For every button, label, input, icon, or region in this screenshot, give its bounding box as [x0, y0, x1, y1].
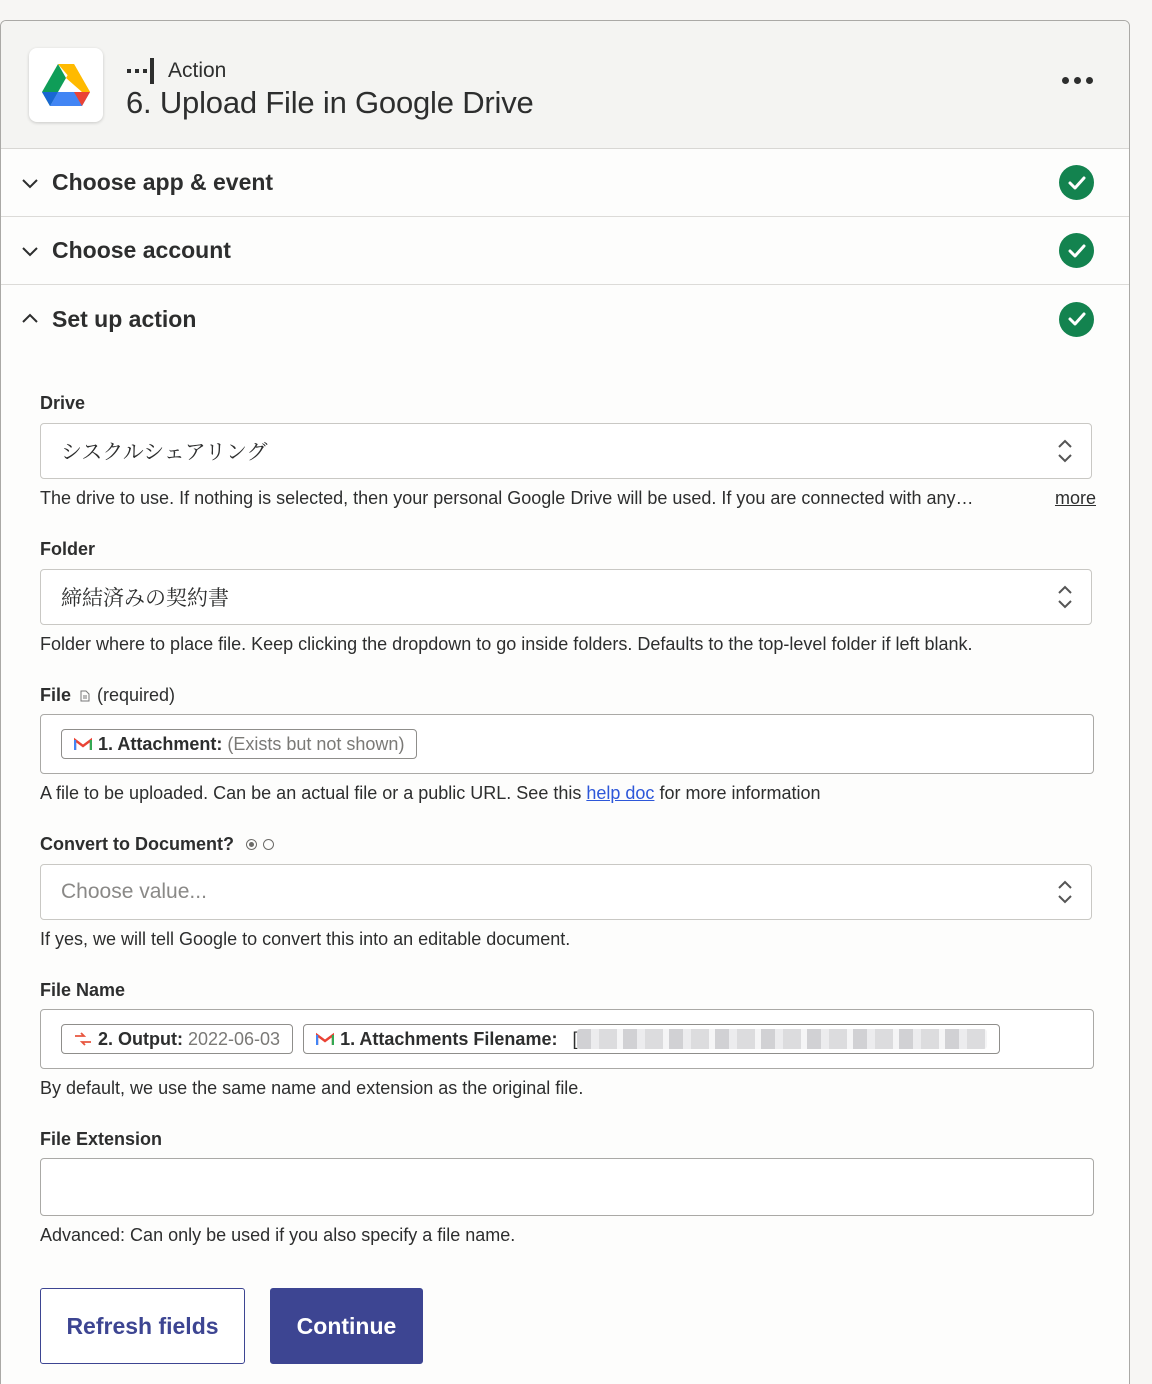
step-title: 6. Upload File in Google Drive — [126, 85, 534, 120]
file-label: File — [40, 685, 72, 705]
file-pill-label: 1. Attachment: — [98, 733, 223, 754]
section-set-up-action[interactable] — [1, 285, 1129, 353]
action-form — [1, 393, 1129, 1246]
section-choose-app-event[interactable] — [1, 149, 1129, 217]
file-icon — [79, 690, 91, 702]
convert-placeholder: Choose value... — [61, 880, 207, 903]
more-horizontal-icon[interactable] — [1062, 71, 1093, 90]
check-circle-icon — [1059, 165, 1094, 200]
gmail-icon — [74, 737, 92, 751]
drive-field — [40, 393, 1096, 509]
gmail-icon — [316, 1032, 334, 1046]
radio-empty-icon[interactable] — [263, 839, 274, 850]
convert-field — [40, 834, 1093, 950]
section-title: Set up action — [52, 305, 197, 332]
drive-help — [40, 488, 1096, 509]
check-circle-icon — [1059, 233, 1094, 268]
step-kind-label: Action — [168, 59, 227, 82]
attachments-pill-label: 1. Attachments Filename: — [340, 1028, 558, 1049]
file-input[interactable] — [40, 714, 1094, 774]
refresh-fields-button[interactable]: Refresh fields — [40, 1288, 245, 1364]
section-title: Choose account — [52, 237, 231, 263]
drive-value: シスクルシェアリング — [61, 441, 268, 464]
up-down-chevron-icon — [1057, 584, 1073, 610]
folder-value: 締結済みの契約書 — [61, 587, 229, 610]
help-doc-link[interactable]: help doc — [586, 783, 655, 803]
folder-label: Folder — [40, 539, 96, 559]
up-down-chevron-icon — [1057, 879, 1073, 905]
redacted-filename — [577, 1029, 987, 1049]
step-header — [1, 21, 1129, 149]
folder-help: Folder where to place file. Keep clicking the dropdown to go inside folders. Defaults to the top-level folder if left blank. — [40, 634, 973, 654]
google-drive-icon — [42, 64, 90, 106]
output-pill-label: 2. Output: — [98, 1028, 183, 1049]
output-pill-value: 2022-06-03 — [187, 1028, 281, 1049]
formatter-icon — [74, 1032, 92, 1046]
boolean-toggle — [246, 839, 274, 850]
chevron-down-icon — [21, 174, 39, 192]
file-attachment-pill[interactable] — [61, 729, 417, 759]
up-down-chevron-icon — [1057, 438, 1073, 464]
file-help — [40, 783, 1093, 804]
attachments-pill-bracket: [ — [572, 1028, 578, 1049]
output-date-pill[interactable] — [61, 1024, 293, 1054]
file-extension-label: File Extension — [40, 1129, 163, 1149]
file-help-suffix: for more information — [659, 783, 821, 803]
file-required: (required) — [97, 685, 176, 705]
check-circle-icon — [1059, 302, 1094, 337]
file-extension-field — [40, 1129, 1093, 1246]
convert-label: Convert to Document? — [40, 834, 235, 854]
file-label-row — [40, 685, 1093, 706]
chevron-up-icon — [21, 310, 39, 328]
file-extension-input[interactable] — [40, 1158, 1094, 1216]
action-step-panel — [0, 20, 1130, 1384]
section-title: Choose app & event — [52, 169, 274, 195]
attachments-filename-pill[interactable] — [303, 1024, 1000, 1054]
drive-help-more-link[interactable]: more — [1054, 488, 1096, 508]
drive-help-text: The drive to use. If nothing is selected, then your personal Google Drive will be used. If you are connected with any… — [40, 488, 974, 508]
convert-select[interactable] — [40, 864, 1092, 920]
radio-selected-icon[interactable] — [246, 839, 257, 850]
action-step-icon — [126, 56, 156, 86]
file-name-field — [40, 980, 1093, 1099]
step-kind — [126, 56, 226, 86]
file-pill-value: (Exists but not shown) — [227, 733, 405, 754]
file-name-input[interactable] — [40, 1009, 1094, 1069]
convert-help: If yes, we will tell Google to convert this into an editable document. — [40, 929, 571, 949]
drive-select[interactable] — [40, 423, 1092, 479]
file-name-help: By default, we use the same name and extension as the original file. — [40, 1078, 584, 1098]
file-help-prefix: A file to be uploaded. Can be an actual file or a public URL. See this — [40, 783, 582, 803]
section-choose-account[interactable] — [1, 217, 1129, 285]
file-name-label: File Name — [40, 980, 126, 1000]
drive-label: Drive — [40, 393, 86, 413]
convert-label-row — [40, 834, 1093, 855]
app-icon-tile — [29, 48, 103, 122]
chevron-down-icon — [21, 242, 39, 260]
file-extension-help: Advanced: Can only be used if you also specify a file name. — [40, 1225, 516, 1245]
continue-button[interactable]: Continue — [270, 1288, 423, 1364]
file-field — [40, 685, 1093, 804]
folder-select[interactable] — [40, 569, 1092, 625]
folder-field — [40, 539, 1093, 655]
